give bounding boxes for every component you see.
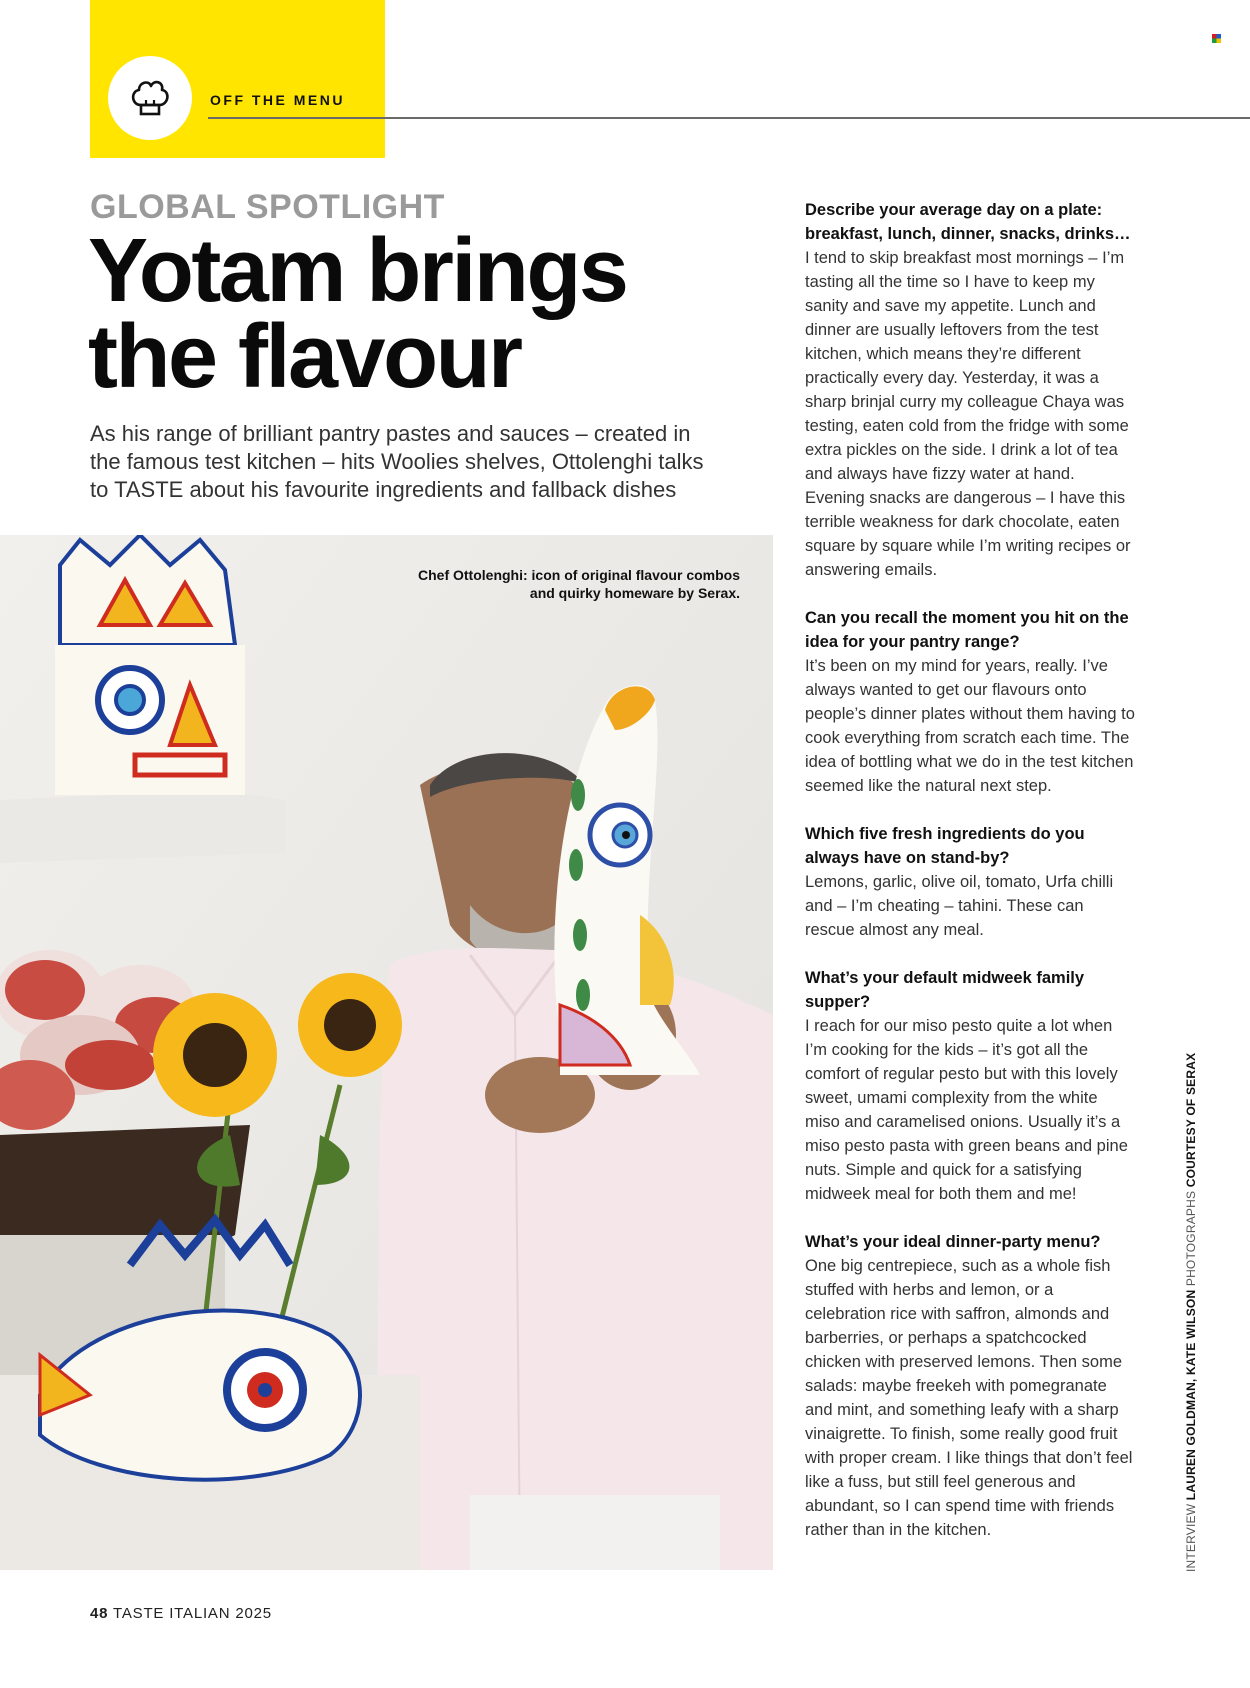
photo-credit [1184,1052,1198,1572]
headline-line-2: the flavour [88,307,521,407]
question: Which five fresh ingredients do you always have on stand-by? [805,825,1085,867]
credit-interview-label: INTERVIEW [1184,1503,1198,1572]
qa-block-dinner-party [805,1230,1135,1542]
qa-block-pantry-range [805,606,1135,798]
interview-column [805,198,1135,1566]
credit-photographs-names: COURTESY OF SERAX [1184,1052,1198,1188]
chef-photo [0,535,773,1570]
answer: Lemons, garlic, olive oil, tomato, Urfa chilli and – I’m cheating – tahini. These can rescue almost any meal. [805,873,1114,939]
crown-vase [55,535,245,795]
color-registration-mark [1212,34,1221,43]
headline-line-1: Yotam brings [88,221,627,321]
caption-line-2: and quirky homeware by Serax. [529,585,740,601]
credit-photographs-label: PHOTOGRAPHS [1184,1190,1198,1287]
page-footer [90,1605,272,1622]
question: Describe your average day on a plate: breakfast, lunch, dinner, snacks, drinks… [805,201,1131,243]
page-number: 48 [90,1605,109,1622]
question: What’s your default midweek family supper? [805,969,1085,1011]
question: What’s your ideal dinner-party menu? [805,1233,1101,1251]
photo-caption [360,566,740,602]
section-label: OFF THE MENU [210,92,345,108]
kicker: GLOBAL SPOTLIGHT [90,188,445,226]
question: Can you recall the moment you hit on the idea for your pantry range? [805,609,1129,651]
chef-photo-illustration [0,535,773,1570]
standfirst: As his range of brilliant pantry pastes and sauces – created in the famous test kitchen – hits Woolies shelves, Ottolenghi talks to TASTE about his favourite ingredients and fallback dishes [90,421,704,502]
answer: It’s been on my mind for years, really. I’ve always wanted to get our flavours onto people’s dinner plates without them having to cook everything from scratch each time. The idea of bottling what we do in the test kitchen seemed like the natural next step. [805,657,1135,795]
answer: One big centrepiece, such as a whole fish stuffed with herbs and lemon, or a celebration rice with saffron, almonds and barberries, or perhaps a spatchcocked chicken with preserved lemons. Then some salads: maybe freekeh with pomegranate and mint, and something leafy with a sharp vinaigrette. To finish, some really good fruit with proper cream. I like things that don’t feel like a fuss, but still feel generous and abundant, so I can spend time with friends rather than in the kitchen. [805,1257,1133,1539]
qa-block-midweek-supper [805,966,1135,1206]
chef-hat-icon [127,75,173,121]
publication-name: TASTE ITALIAN 2025 [113,1605,272,1622]
qa-block-average-day [805,198,1135,582]
header-rule [208,117,1250,119]
answer: I reach for our miso pesto quite a lot when I’m cooking for the kids – it’s got all the comfort of regular pesto but with this lovely sweet, umami complexity from the white miso and caramelised onions. Usually it’s a miso pesto pasta with green beans and pine nuts. Simple and quick for a satisfying midweek meal for both them and me! [805,1017,1128,1203]
credit-interview-names: LAUREN GOLDMAN, KATE WILSON [1184,1289,1198,1501]
caption-line-1: Chef Ottolenghi: icon of original flavour combos [418,567,740,583]
chef-hat-badge [108,56,192,140]
qa-block-fresh-ingredients [805,822,1135,942]
headline [88,221,768,407]
answer: I tend to skip breakfast most mornings – I’m tasting all the time so I have to keep my sanity and save my appetite. Lunch and dinner are usually leftovers from the test kitchen, which means they’re different practically every day. Yesterday, it was a sharp brinjal curry my colleague Chaya was testing, eaten cold from the fridge with some extra pickles on the side. I drink a lot of tea and always have fizzy water at hand. Evening snacks are dangerous – I have this terrible weakness for dark chocolate, eaten square by square while I’m writing recipes or answering emails. [805,249,1131,579]
